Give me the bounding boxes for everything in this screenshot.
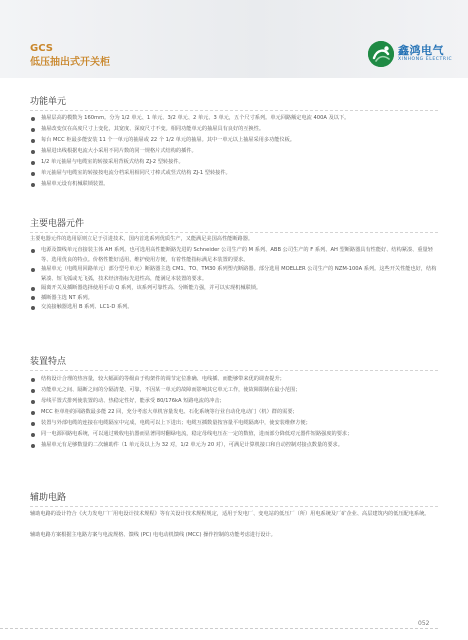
product-code-title: GCS xyxy=(30,43,53,54)
product-name-subtitle: 低压抽出式开关柜 xyxy=(30,57,110,68)
list-item: 单元抽屉与电缆室的转接按电流分档采用相同尺寸棒式或竖式结构 ZJ-1 型转接件。 xyxy=(31,168,439,179)
aux-circuit-paragraph: 辅助电路方案根据主电路方案与电流规格、馈线 (PC) 电电动机馈线 (MCC) 操作控制的功能考虑进行设计。 xyxy=(30,532,276,538)
main-components-intro: 主要电器元件的选用原则立足于引进技术，国内首选系列优质生产，又能满足美国高性能断路器。 xyxy=(30,236,254,242)
xinhong-logo-icon xyxy=(368,41,394,67)
list-item: 装置与外部电缆的连接在电缆隔室中完成，电缆可以上下进出；电缆互插数量按容量平电缆隔离中，使安装维修方便； xyxy=(31,418,439,429)
list-item: 母线平置式排列使装置的动、热稳定性好，能承受 80/176kA 短路电流的冲击； xyxy=(31,396,439,407)
functional-units-list xyxy=(31,113,439,190)
list-item: 抽屉单元有足够数量的二次辅助件（1 单元及以上为 32 对，1/2 单元为 20 对），可满足计算机接口和自动控制对接点数量的要求。 xyxy=(31,440,439,451)
section-title-features: 装置特点 xyxy=(30,357,67,367)
list-item: 同一电源回路电系统，可以通过吸收电抗器而显著同时翻绿电流，稳定母线电压在一定的数值，进而部分降低对元器件短路强度的要求； xyxy=(31,429,439,440)
list-item: 每台 MCC 柜最多能安装 11 个一单元的抽屉或 22 个 1/2 单元的抽屉。其中一单元以上抽屉采用多功能仪板。 xyxy=(31,135,439,146)
company-logo xyxy=(368,41,453,67)
list-item: 抽屉改变仅在高度尺寸上变化，其宽度、深度尺寸不变。相同功能单元的抽屉具有良好的互换性。 xyxy=(31,124,439,135)
page-header xyxy=(0,0,468,78)
list-item: 抽屉单元（电缆用回路单元）部分型号单元）断路器主选 CM1、TO、TM30 系列塑壳断路器。部分选用 MOELLER 公司生产的 NZM-100A 系列。这些开关性能也好，结构紧凑、短飞弧或无飞弧，技术经济指标先进性高，能满足本装置的要求。 xyxy=(31,265,439,284)
section-title-main-components: 主要电器元件 xyxy=(30,219,85,229)
footer-divider xyxy=(0,628,438,629)
section-divider xyxy=(30,110,438,111)
list-item: 抽屉层高的模数为 160mm。分为 1/2 单元、1 单元、3/2 单元、2 单元、3 单元，五个尺寸系列。单元回路额定电流 400A 及以下。 xyxy=(31,113,439,124)
logo-english-name: XINHONG ELECTRIC xyxy=(398,57,453,62)
list-item: 1/2 单元抽屉与电缆室的转接采用背板式结构 ZJ-2 型转接件。 xyxy=(31,157,439,168)
section-title-functional-units: 功能单元 xyxy=(30,97,67,107)
list-item: 插断器主选 NT 系列。 xyxy=(31,294,439,304)
main-components-list xyxy=(31,246,439,313)
list-item: 交流接触器选用 B 系列、LC1-D 系列。 xyxy=(31,303,439,313)
section-divider xyxy=(30,370,438,371)
list-item: 功能单元之间、隔断之间的分隔清楚、可靠，不因某一单元的故障而影响其它单元工作，使故障限制在最小范围； xyxy=(31,385,439,396)
features-list xyxy=(31,374,439,451)
aux-circuit-paragraph: 辅助电路的设计符合《火力发电厂厂用电设计技术规程》等有关设计技术规程规定，适用于发电厂、变电站的低压厂（所）用电系统及厂矿企业、高层建筑内的低压配电系统。 xyxy=(30,511,430,517)
list-item: 抽屉进出线根据电流大小采用不同片数的同一规格片式结构的插件。 xyxy=(31,146,439,157)
list-item: 电源及馈线单元直接装主体 AH 系列。也可选用高性能断路先进的 Schneider 公司生产的 M 系列、ABB 公司生产的 F 系列、AH 型断路器具有性能好、结构紧凑、重量轻等、选用优良的特点。价格性能好适用，维护使用方便，有着性能指标满足本装置的要求。 xyxy=(31,246,439,265)
section-divider xyxy=(30,232,438,233)
logo-chinese-name: 鑫鸿电气 xyxy=(398,44,444,57)
section-title-aux-circuit: 辅助电路 xyxy=(30,493,67,503)
list-item: 结构设计合理的热容量，较大幅面的等级由于构架件的调节定位准确、电线插、而能够带来优的调查提升； xyxy=(31,374,439,385)
list-item: MCC 柜单柜的回路数最多能 22 回，充分考虑大单机容量发电、石化系统等行业自动化电动门（机）群的需要； xyxy=(31,407,439,418)
list-item: 隔离开关及插断器选择使用手动 Q 系列，该系列可靠性高、分断能力强，并可以实现机械联锁。 xyxy=(31,284,439,294)
section-divider xyxy=(30,506,438,507)
list-item: 抽屉单元设有机械联锁装置。 xyxy=(31,179,439,190)
page-number: 052 xyxy=(418,620,430,627)
